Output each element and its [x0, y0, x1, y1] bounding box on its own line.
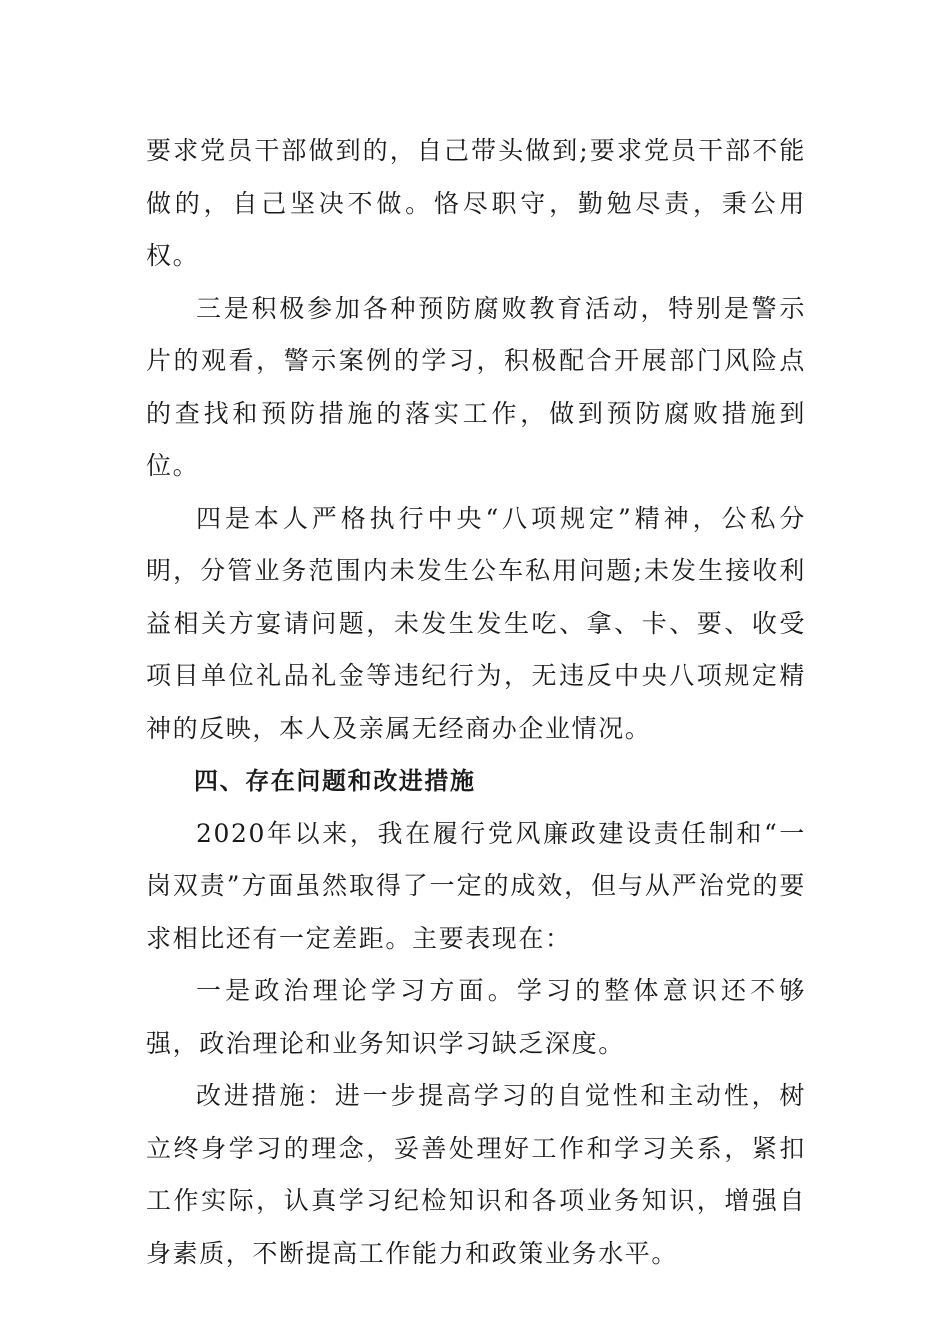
paragraph-eight-regulations: 四是本人严格执行中央“八项规定”精神，公私分明，分管业务范围内未发生公车私用问题;未发生接收利益相关方宴请问题，未发生发生吃、拿、卡、要、收受项目单位礼品礼金等违纪行为，无违反中央八项规定精神的反映，本人及亲属无经商办企业情况。 [146, 503, 806, 743]
paragraph-problems-intro: 2020年以来，我在履行党风廉政建设责任制和“一岗双责”方面虽然取得了一定的成效，但与从严治党的要求相比还有一定差距。主要表现在： [146, 818, 806, 953]
section-heading-problems: 四、存在问题和改进措施 [194, 767, 476, 795]
document-body [146, 125, 806, 1280]
paragraph-theory-study: 一是政治理论学习方面。学习的整体意识还不够强，政治理论和业务知识学习缺乏深度。 [146, 976, 806, 1058]
paragraph-improvement-measures: 改进措施：进一步提高学习的自觉性和主动性，树立终身学习的理念，妥善处理好工作和学习关系，紧扣工作实际，认真学习纪检知识和各项业务知识，增强自身素质，不断提高工作能力和政策业务水平。 [146, 1081, 806, 1268]
paragraph-continuation: 要求党员干部做到的，自己带头做到;要求党员干部不能做的，自己坚决不做。恪尽职守，勤勉尽责，秉公用权。 [146, 136, 806, 270]
paragraph-anti-corruption-education: 三是积极参加各种预防腐败教育活动，特别是警示片的观看，警示案例的学习，积极配合开展部门风险点的查找和预防措施的落实工作，做到预防腐败措施到位。 [146, 293, 806, 480]
